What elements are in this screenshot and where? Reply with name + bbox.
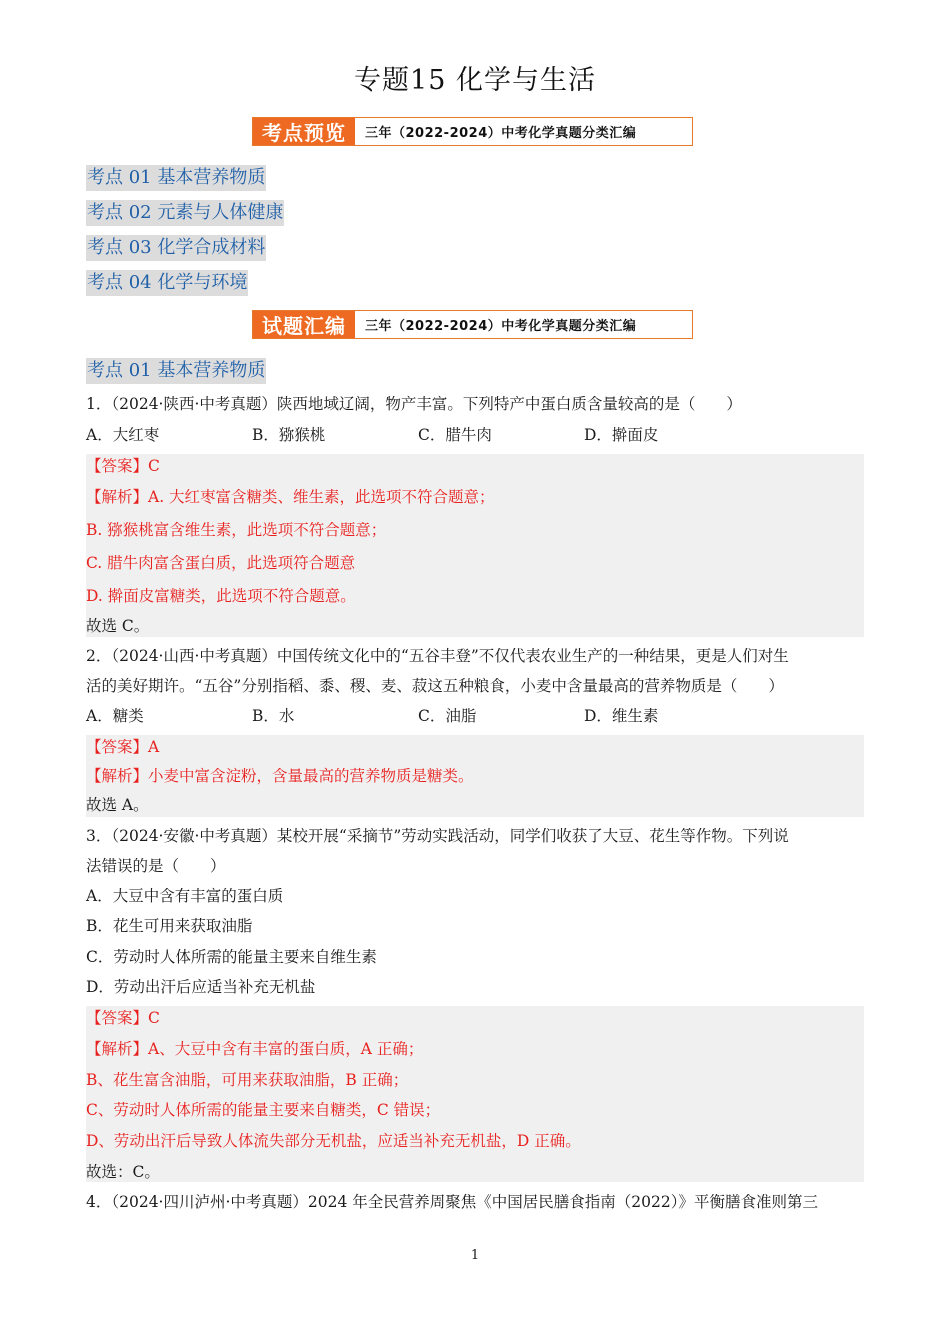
option: D．维生素 <box>584 707 659 725</box>
option: C．劳动时人体所需的能量主要来自维生素 <box>86 948 377 966</box>
answer-block <box>86 454 864 637</box>
preview-banner <box>252 117 693 146</box>
question-stem: 3．（2024·安徽·中考真题）某校开展“采摘节”劳动实践活动，同学们收获了大豆、花生等作物。下列说 <box>86 827 789 845</box>
option: A．糖类 <box>86 707 144 725</box>
analysis-line: C. 腊牛肉富含蛋白质，此选项符合题意 <box>86 554 356 572</box>
page-number: 1 <box>470 1248 480 1263</box>
question-stem: 活的美好期许。“五谷”分别指稻、黍、稷、麦、菽这五种粮食，小麦中含量最高的营养物质是（ ） <box>86 677 784 695</box>
banner-subtitle: 三年（2022-2024）中考化学真题分类汇编 <box>365 319 637 334</box>
analysis-line: D、劳动出汗后导致人体流失部分无机盐，应适当补充无机盐，D 正确。 <box>86 1132 581 1150</box>
document-title: 专题15 化学与生活 <box>354 65 596 96</box>
preview-point-link[interactable]: 考点 04 化学与环境 <box>86 270 248 296</box>
section-heading: 考点 01 基本营养物质 <box>86 358 266 384</box>
option: B．猕猴桃 <box>252 426 326 444</box>
option: D．劳动出汗后应适当补充无机盐 <box>86 978 316 996</box>
banner-subtitle: 三年（2022-2024）中考化学真题分类汇编 <box>365 126 637 141</box>
answer: 【答案】C <box>86 1009 160 1027</box>
banner-tag: 考点预览 <box>253 118 355 145</box>
preview-point-link[interactable]: 考点 02 元素与人体健康 <box>86 200 284 226</box>
question-stem: 法错误的是（ ） <box>86 857 226 875</box>
answer-block <box>86 735 864 817</box>
answer-block <box>86 1006 864 1182</box>
analysis-line: 【解析】小麦中富含淀粉，含量最高的营养物质是糖类。 <box>86 767 474 785</box>
question-stem: 4．（2024·四川泸州·中考真题）2024 年全民营养周聚焦《中国居民膳食指南（2022）》平衡膳食准则第三 <box>86 1193 818 1211</box>
question-stem: 2．（2024·山西·中考真题）中国传统文化中的“五谷丰登”不仅代表农业生产的一种结果，更是人们对生 <box>86 647 789 665</box>
analysis-line: 【解析】A、大豆中含有丰富的蛋白质，A 正确； <box>86 1040 424 1058</box>
preview-point-link[interactable]: 考点 01 基本营养物质 <box>86 165 266 191</box>
conclusion: 故选 A。 <box>86 796 149 814</box>
conclusion: 故选 C。 <box>86 617 150 635</box>
questions-banner <box>252 310 693 339</box>
question-stem: 1．（2024·陕西·中考真题）陕西地域辽阔，物产丰富。下列特产中蛋白质含量较高的是（ ） <box>86 395 742 413</box>
analysis-line: 【解析】A. 大红枣富含糖类、维生素，此选项不符合题意； <box>86 488 495 506</box>
answer: 【答案】C <box>86 457 160 475</box>
banner-tag: 试题汇编 <box>253 311 355 338</box>
analysis-line: B. 猕猴桃富含维生素，此选项不符合题意； <box>86 521 387 539</box>
option: B．花生可用来获取油脂 <box>86 917 253 935</box>
analysis-line: C、劳动时人体所需的能量主要来自糖类，C 错误； <box>86 1101 441 1119</box>
conclusion: 故选：C。 <box>86 1163 160 1181</box>
option: D．擀面皮 <box>584 426 659 444</box>
option: C．油脂 <box>418 707 477 725</box>
analysis-line: B、花生富含油脂，可用来获取油脂，B 正确； <box>86 1071 409 1089</box>
option: A．大豆中含有丰富的蛋白质 <box>86 887 284 905</box>
option: B．水 <box>252 707 295 725</box>
preview-point-link[interactable]: 考点 03 化学合成材料 <box>86 235 266 261</box>
option: A．大红枣 <box>86 426 160 444</box>
answer: 【答案】A <box>86 738 160 756</box>
option: C．腊牛肉 <box>418 426 492 444</box>
analysis-line: D. 擀面皮富糖类，此选项不符合题意。 <box>86 587 356 605</box>
